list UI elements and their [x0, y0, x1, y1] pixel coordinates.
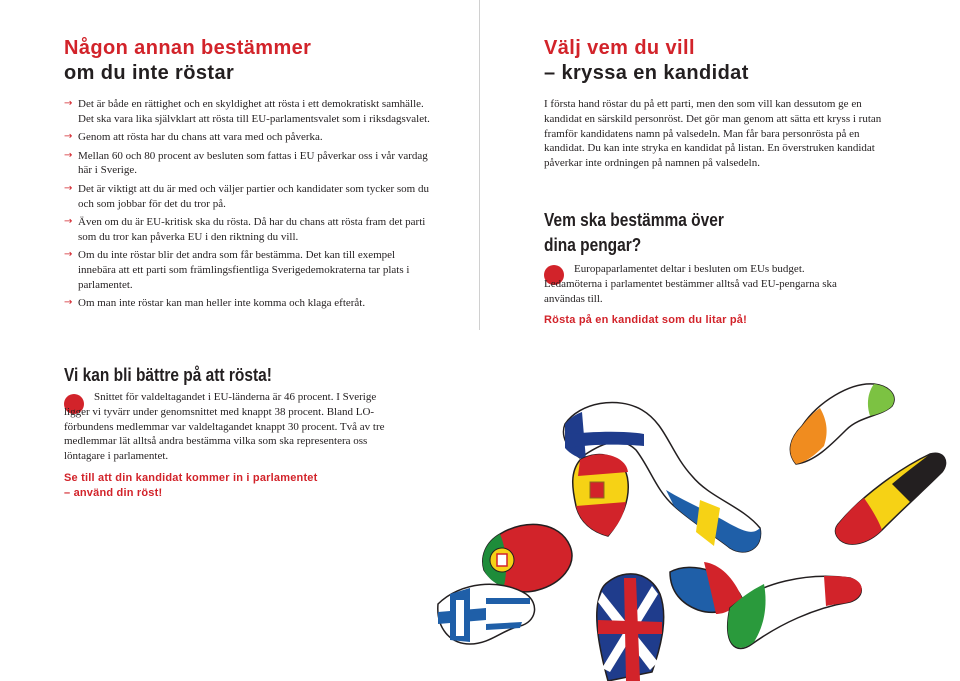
flag-ribbons-illustration — [430, 372, 960, 681]
belgium-flag-ribbon — [836, 453, 946, 544]
arrow-icon: → — [64, 182, 73, 194]
intro-text: I första hand röstar du på ett parti, men den som vill kan dessutom ge en kandidat en särskild personröst. Det gör man genom att sätta ett kryss i rutan framför kandidatens namn på valsedeln. Man får bara personrösta på en kandidat. Du kan inte stryka en kandidat på listan. En överstruken kandidat påverkar inte ordningen på namnen på valsedeln. — [544, 98, 882, 170]
bottom-call-line2: – använd din röst! — [64, 487, 163, 499]
arrow-icon: → — [64, 98, 73, 109]
budget-heading-line2: dina pengar? — [544, 235, 642, 255]
arrow-icon: → — [64, 249, 73, 261]
bullet-item: → Genom att rösta har du chans att vara med och påverka. — [64, 131, 323, 144]
greece-flag-ribbon — [438, 584, 535, 644]
right-heading-line2: – kryssa en kandidat — [544, 62, 749, 84]
budget-heading-line1: Vem ska bestämma över — [544, 210, 724, 230]
arrow-icon: → — [64, 215, 73, 227]
arrow-icon: → — [64, 149, 73, 161]
bullet-list — [64, 97, 434, 315]
budget-text: Europaparlamentet deltar i besluten om EUs budget. Ledamöterna i parlamentet bestämmer alltså vad EU-pengarna ska användas till. — [544, 263, 837, 305]
right-page — [480, 0, 960, 330]
italy-flag-ribbon — [728, 576, 862, 649]
bullet-item: → Mellan 60 och 80 procent av besluten som fattas i EU påverkar oss i vår vardag här i Sverige. — [64, 149, 428, 177]
left-heading-line2: om du inte röstar — [64, 62, 235, 84]
spain-flag-ribbon — [573, 454, 629, 536]
right-heading-line1: Välj vem du vill — [544, 37, 695, 59]
bottom-call-line1: Se till att din kandidat kommer in i parlamentet — [64, 472, 318, 484]
portugal-flag-ribbon — [483, 524, 572, 591]
bullet-item: → Det är viktigt att du är med och väljer partier och kandidater som tycker som du och som jobbar för det du tror på. — [64, 182, 429, 210]
bullet-item: → Det är både en rättighet och en skyldighet att rösta i ett demokratiskt samhälle. Det ska vara lika självklart att rösta till EU-parlamentsvalet som i riksdagsvalet. — [64, 98, 430, 125]
uk-flag-ribbon — [597, 574, 664, 681]
ireland-flag-ribbon — [790, 384, 894, 464]
bullet-item: → Om man inte röstar kan man heller inte komma och klaga efteråt. — [64, 297, 366, 310]
bullet-item: → Även om du är EU-kritisk ska du rösta. Då har du chans att rösta fram det parti som du tror kan påverka EU i den riktning du vill. — [64, 215, 426, 243]
arrow-icon: → — [64, 131, 73, 143]
participation-text: Snittet för valdeltagandet i EU-länderna är 46 procent. I Sverige ligger vi tyvärr under genomsnittet med knappt 38 procent. Bland LO-förbundens medlemmar var valdeltagandet knappt 30 procent. Två av tre medlemmar lät alltså andra bestämma vilka som ska representera oss löntagare i parlamentet. — [64, 391, 385, 463]
right-call-to-action: Rösta på en kandidat som du litar på! — [544, 314, 747, 326]
bottom-heading: Vi kan bli bättre på att rösta! — [64, 365, 272, 385]
bullet-item: → Om du inte röstar blir det andra som får bestämma. Det kan till exempel innebära att ett parti som främlingsfientliga Sverigedemokraterna tar plats i parlamentet. — [64, 249, 410, 291]
left-page — [0, 0, 480, 330]
arrow-icon: → — [64, 297, 73, 309]
left-heading-line1: Någon annan bestämmer — [64, 37, 312, 59]
